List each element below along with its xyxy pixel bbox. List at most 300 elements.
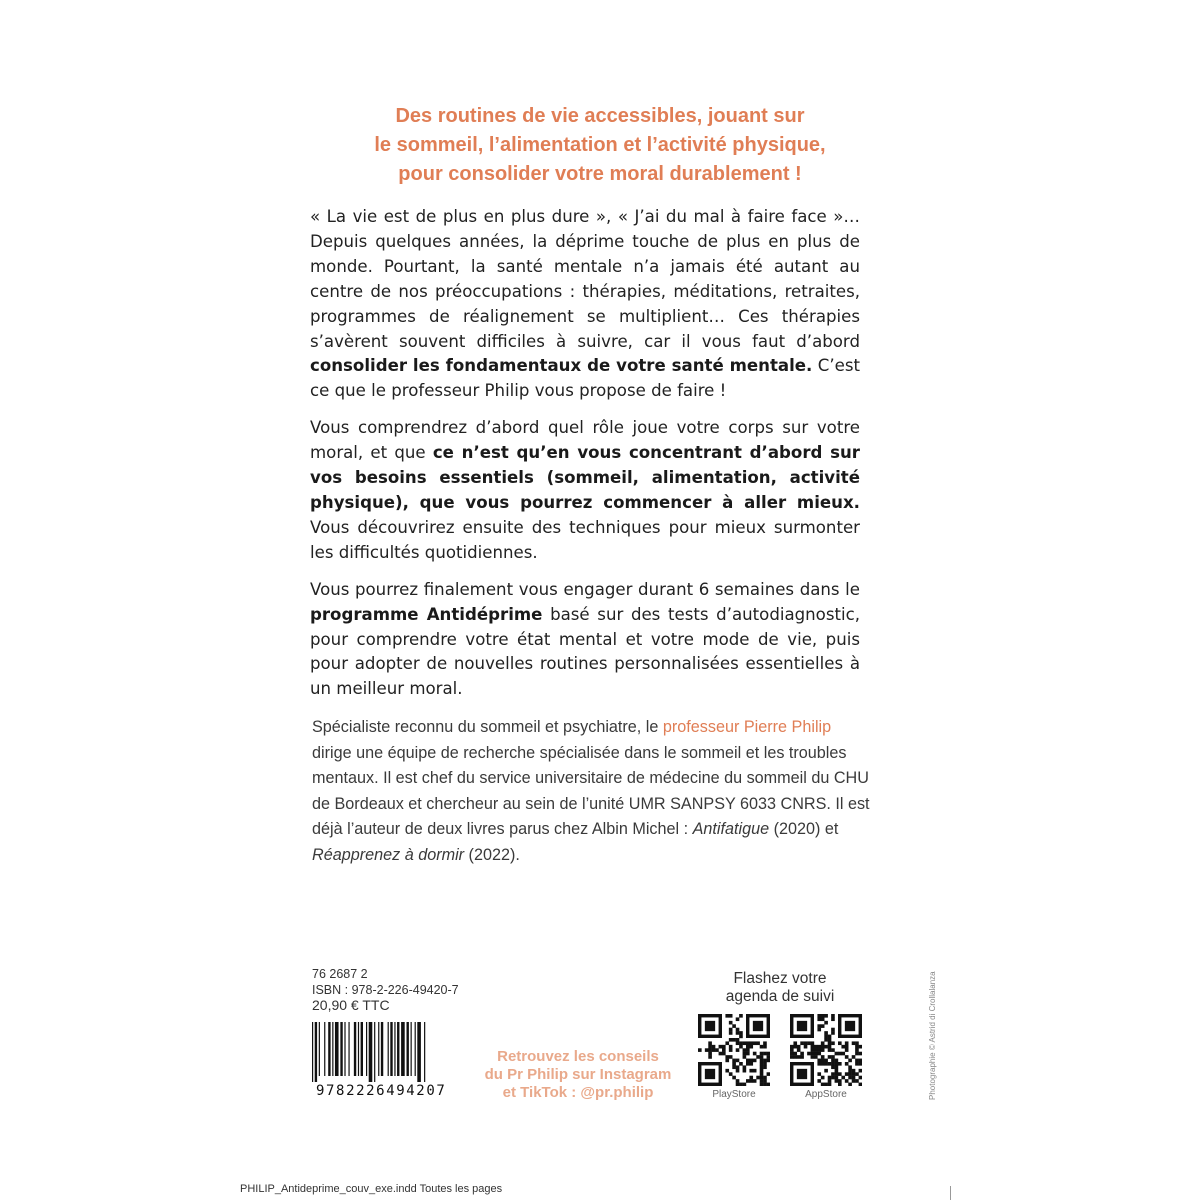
barcode-bar <box>411 1022 412 1076</box>
qr-module <box>729 1031 733 1035</box>
qr-module <box>814 1045 818 1049</box>
qr-module <box>708 1048 712 1052</box>
qr-module <box>725 1041 729 1045</box>
qr-module <box>763 1076 767 1080</box>
barcode-bar <box>374 1022 375 1082</box>
author-bio <box>312 715 872 869</box>
barcode-bar <box>401 1022 405 1076</box>
barcode-bar <box>361 1022 363 1076</box>
qr-module <box>743 1041 747 1045</box>
qr-module <box>729 1028 733 1032</box>
qr-module <box>756 1055 760 1059</box>
qr-module <box>831 1065 835 1069</box>
qr-module <box>807 1041 811 1045</box>
qr-module <box>753 1079 757 1083</box>
qr-module <box>746 1062 750 1066</box>
qr-module <box>852 1055 856 1059</box>
barcode-bar <box>366 1022 367 1076</box>
qr-module <box>739 1083 743 1086</box>
blurb-text: basé sur des tests d’autodiagnostic, pour comprendre votre état mental et votre mode de vie, puis pour adopter de nouvelles routines personnalisées essentielles à un meilleur moral. <box>310 604 860 699</box>
blurb-paragraph-2 <box>310 416 860 565</box>
qr-module <box>736 1017 740 1021</box>
qr-module <box>746 1041 750 1045</box>
qr-module <box>725 1069 729 1073</box>
qr-module <box>746 1052 750 1056</box>
qr-module <box>736 1059 740 1063</box>
social-line-2: du Pr Philip sur Instagram <box>484 1066 672 1083</box>
qr-module <box>831 1062 835 1066</box>
headline-line-3: pour consolider votre moral durablement ! <box>398 163 802 185</box>
qr-module <box>800 1052 804 1056</box>
qr-module <box>763 1059 767 1063</box>
qr-module <box>743 1069 747 1073</box>
qr-module <box>841 1045 845 1049</box>
qr-module <box>817 1028 821 1032</box>
qr-module <box>821 1083 825 1086</box>
qr-module <box>824 1069 828 1073</box>
qr-module <box>817 1014 821 1018</box>
qr-module <box>732 1062 736 1066</box>
qr-module <box>821 1041 825 1045</box>
qr-module <box>722 1045 726 1049</box>
qr-module <box>814 1055 818 1059</box>
qr-module <box>859 1059 862 1063</box>
qr-finder <box>797 1021 807 1031</box>
blurb <box>310 205 860 714</box>
blurb-bold: programme Antidéprime <box>310 604 543 624</box>
qr-module <box>817 1059 821 1063</box>
barcode-bars <box>310 1022 480 1082</box>
qr-module <box>821 1059 825 1063</box>
qr-module <box>715 1048 719 1052</box>
qr-module <box>732 1038 736 1042</box>
qr-module <box>708 1055 712 1059</box>
qr-module <box>817 1045 821 1049</box>
barcode-bar <box>354 1022 356 1076</box>
social-line-3: et TikTok : @pr.philip <box>502 1084 654 1101</box>
price: 20,90 € TTC <box>312 997 390 1013</box>
qr-module <box>719 1052 723 1056</box>
blurb-paragraph-1 <box>310 205 860 404</box>
qr-module <box>793 1045 797 1049</box>
qr-module <box>859 1062 862 1066</box>
qr-module <box>767 1072 770 1076</box>
qr-module <box>708 1045 712 1049</box>
qr-module <box>828 1062 832 1066</box>
blurb-text: Vous pourrez finalement vous engager durant 6 semaines dans le <box>310 579 860 599</box>
qr-module <box>824 1038 828 1042</box>
barcode-bar <box>358 1022 359 1076</box>
qr-module <box>811 1052 815 1056</box>
qr-finder <box>705 1021 715 1031</box>
qr-module <box>852 1072 856 1076</box>
qr-module <box>841 1052 845 1056</box>
qr-heading <box>700 970 860 1006</box>
qr-module <box>821 1048 825 1052</box>
qr-module <box>821 1055 825 1059</box>
blurb-paragraph-3 <box>310 578 860 703</box>
qr-module <box>824 1014 828 1018</box>
qr-module <box>746 1079 750 1083</box>
qr-module <box>767 1055 770 1059</box>
qr-module <box>855 1048 859 1052</box>
qr-module <box>712 1048 716 1052</box>
qr-module <box>753 1059 757 1063</box>
isbn-block <box>312 967 459 1014</box>
bio-text: (2020) et <box>769 820 839 839</box>
qr-module <box>841 1076 845 1080</box>
qr-module <box>821 1045 825 1049</box>
qr-module <box>767 1059 770 1063</box>
qr-module <box>729 1021 733 1025</box>
qr-module <box>828 1041 832 1045</box>
qr-module <box>712 1045 716 1049</box>
qr-module <box>831 1048 835 1052</box>
qr-module <box>828 1079 832 1083</box>
file-footer: PHILIP_Antideprime_couv_exe.indd Toutes les pages <box>240 1183 503 1195</box>
qr-module <box>814 1052 818 1056</box>
qr-module <box>753 1041 757 1045</box>
qr-module <box>763 1065 767 1069</box>
qr-module <box>859 1069 862 1073</box>
photo-credit: Photographie © Astrid di Crollalanza <box>928 971 937 1100</box>
qr-module <box>828 1083 832 1086</box>
qr-module <box>736 1069 740 1073</box>
qr-module <box>705 1048 709 1052</box>
qr-module <box>835 1069 839 1073</box>
qr-module <box>814 1048 818 1052</box>
qr-module <box>767 1052 770 1056</box>
qr-module <box>824 1045 828 1049</box>
qr-module <box>743 1055 747 1059</box>
qr-module <box>763 1062 767 1066</box>
qr-module <box>746 1048 750 1052</box>
qr-module <box>760 1069 764 1073</box>
qr-module <box>767 1083 770 1086</box>
qr-module <box>725 1055 729 1059</box>
qr-module <box>848 1065 852 1069</box>
qr-module <box>828 1055 832 1059</box>
qr-module <box>848 1069 852 1073</box>
qr-module <box>855 1052 859 1056</box>
qr-module <box>845 1072 849 1076</box>
qr-module <box>739 1041 743 1045</box>
qr-module <box>753 1069 757 1073</box>
qr-module <box>838 1072 842 1076</box>
qr-module <box>824 1059 828 1063</box>
blurb-text: « La vie est de plus en plus dure », « J’ai du mal à faire face »… Depuis quelques années, la déprime touche de plus en plus de monde. Pourtant, la santé mentale n’a jamais été autant au centre de nos préoccupations : thérapies, méditations, retraites, programmes de réalignement se multiplient… Ces thérapies s’avèrent souvent difficiles à suivre, car il vous faut d’abord <box>310 207 860 351</box>
qr-module <box>824 1021 828 1025</box>
qr-module <box>828 1076 832 1080</box>
barcode-bar <box>344 1022 345 1076</box>
qr-module <box>835 1059 839 1063</box>
qr-module <box>756 1041 760 1045</box>
barcode-bar <box>332 1022 333 1076</box>
qr-module <box>821 1017 825 1021</box>
qr-module <box>821 1076 825 1080</box>
blurb-text: Vous comprendrez d’abord quel rôle joue votre corps sur votre moral, et que <box>310 418 860 463</box>
qr-finder <box>753 1021 763 1031</box>
qr-module <box>760 1076 764 1080</box>
qr-module <box>749 1059 753 1063</box>
qr-module <box>831 1031 835 1035</box>
qr-module <box>855 1079 859 1083</box>
qr-module <box>859 1045 862 1049</box>
qr-module <box>739 1035 743 1039</box>
qr-module <box>811 1055 815 1059</box>
qr-module <box>838 1083 842 1086</box>
qr-module <box>760 1059 764 1063</box>
qr-module <box>831 1059 835 1063</box>
qr-module <box>852 1041 856 1045</box>
barcode-bar <box>369 1022 373 1082</box>
qr-module <box>763 1083 767 1086</box>
qr-module <box>855 1041 859 1045</box>
barcode-bar <box>381 1022 383 1076</box>
qr-module <box>831 1072 835 1076</box>
qr-module <box>793 1052 797 1056</box>
qr-finder <box>845 1021 855 1031</box>
qr-module <box>835 1076 839 1080</box>
qr-module <box>797 1055 801 1059</box>
qr-module <box>760 1062 764 1066</box>
book-title: Réapprenez à dormir <box>312 845 465 864</box>
qr-module <box>760 1079 764 1083</box>
qr-module <box>838 1052 842 1056</box>
qr-module <box>828 1038 832 1042</box>
qr-module <box>760 1083 764 1086</box>
qr-module <box>859 1076 862 1080</box>
barcode-bar <box>394 1022 395 1076</box>
qr-module <box>811 1045 815 1049</box>
qr-module <box>756 1076 760 1080</box>
headline-line-1: Des routines de vie accessibles, jouant sur <box>395 105 805 127</box>
qr-module <box>800 1041 804 1045</box>
qr-module <box>848 1059 852 1063</box>
blurb-bold: ce n’est qu’en vous concentrant d’abord sur vos besoins essentiels (sommeil, alimentation, activité physique), que vous pourrez commencer à aller mieux. <box>310 443 860 512</box>
book-title: Antifatigue <box>692 820 770 839</box>
qr-module <box>793 1041 797 1045</box>
qr-module <box>749 1069 753 1073</box>
qr-module <box>828 1048 832 1052</box>
qr-module <box>763 1045 767 1049</box>
qr-module <box>736 1079 740 1083</box>
qr-module <box>828 1045 832 1049</box>
qr-module <box>736 1048 740 1052</box>
qr-module <box>845 1079 849 1083</box>
qr-module <box>848 1076 852 1080</box>
qr-module <box>722 1048 726 1052</box>
qr-module <box>790 1055 794 1059</box>
qr-module <box>746 1059 750 1063</box>
blurb-text: Vous découvrirez ensuite des techniques pour mieux surmonter les difficultés quotidiennes. <box>310 517 860 562</box>
qr-module <box>729 1072 733 1076</box>
qr-module <box>845 1055 849 1059</box>
headline-line-2: le sommeil, l’alimentation et l’activité physique, <box>374 134 826 156</box>
barcode-bar <box>315 1022 317 1082</box>
barcode-bar <box>397 1022 399 1076</box>
author-name: professeur Pierre Philip <box>662 718 832 736</box>
appstore-label: AppStore <box>805 1089 847 1100</box>
qr-module <box>732 1059 736 1063</box>
qr-finder <box>797 1069 807 1079</box>
qr-module <box>722 1052 726 1056</box>
qr-module <box>743 1052 747 1056</box>
qr-module <box>804 1041 808 1045</box>
qr-module <box>736 1038 740 1042</box>
qr-module <box>831 1017 835 1021</box>
barcode-bar <box>324 1022 325 1076</box>
qr-module <box>736 1028 740 1032</box>
social-callout <box>478 1048 678 1102</box>
qr-module <box>763 1052 767 1056</box>
qr-module <box>725 1059 729 1063</box>
qr-module <box>743 1065 747 1069</box>
blurb-bold: consolider les fondamentaux de votre santé mentale. <box>310 356 813 376</box>
qr-module <box>845 1045 849 1049</box>
qr-module <box>835 1065 839 1069</box>
qr-module <box>831 1076 835 1080</box>
qr-module <box>821 1024 825 1028</box>
social-line-1: Retrouvez les conseils <box>497 1048 659 1065</box>
qr-module <box>824 1083 828 1086</box>
qr-module <box>845 1041 849 1045</box>
qr-module <box>763 1079 767 1083</box>
playstore-label: PlayStore <box>712 1089 756 1100</box>
qr-module <box>736 1031 740 1035</box>
qr-module <box>800 1055 804 1059</box>
qr-module <box>746 1045 750 1049</box>
qr-module <box>753 1052 757 1056</box>
barcode-bar <box>328 1022 330 1076</box>
qr-module <box>845 1062 849 1066</box>
qr-heading-line-2: agenda de suivi <box>725 988 835 1005</box>
qr-module <box>821 1014 825 1018</box>
qr-module <box>760 1072 764 1076</box>
qr-module <box>760 1052 764 1056</box>
qr-module <box>817 1079 821 1083</box>
qr-module <box>855 1062 859 1066</box>
barcode-bar <box>417 1022 421 1082</box>
qr-module <box>859 1052 862 1056</box>
qr-module <box>743 1083 747 1086</box>
qr-module <box>835 1079 839 1083</box>
qr-module <box>790 1048 794 1052</box>
barcode-bar <box>424 1022 425 1082</box>
blurb-text: C’est ce que le professeur Philip vous propose de faire ! <box>310 356 860 401</box>
qr-module <box>838 1062 842 1066</box>
qr-module <box>828 1035 832 1039</box>
qr-module <box>736 1041 740 1045</box>
qr-module <box>838 1079 842 1083</box>
qr-module <box>797 1045 801 1049</box>
qr-module <box>817 1024 821 1028</box>
barcode-bar <box>390 1022 392 1076</box>
barcode-bar <box>335 1022 339 1076</box>
qr-module <box>817 1052 821 1056</box>
qr-module <box>804 1045 808 1049</box>
qr-module <box>859 1083 862 1086</box>
qr-module <box>736 1065 740 1069</box>
qr-module <box>739 1045 743 1049</box>
qr-module <box>845 1048 849 1052</box>
barcode-bar <box>388 1022 389 1076</box>
qr-module <box>852 1079 856 1083</box>
qr-module <box>831 1041 835 1045</box>
qr-module <box>817 1017 821 1021</box>
bio-text: dirige une équipe de recherche spécialisée dans le sommeil et les troubles mentaux. Il est chef du service universitaire de médecine du sommeil du CHU de Bordeaux et chercheur au sein de l’unité UMR SANPSY 6033 CNRS. Il est déjà l’auteur de deux livres parus chez Albin Michel : <box>312 743 870 839</box>
qr-module <box>708 1052 712 1056</box>
bio-text: (2022). <box>464 845 520 864</box>
qr-module <box>729 1038 733 1042</box>
barcode-bar <box>312 1022 313 1082</box>
qr-module <box>821 1062 825 1066</box>
qr-module <box>760 1045 764 1049</box>
qr-module <box>719 1045 723 1049</box>
bio-text: Spécialiste reconnu du sommeil et psychiatre, le <box>312 718 663 736</box>
appstore-qr-code[interactable] <box>790 1014 862 1086</box>
qr-finder <box>705 1069 715 1079</box>
qr-module <box>760 1065 764 1069</box>
barcode-bar <box>319 1022 320 1076</box>
qr-module <box>749 1079 753 1083</box>
qr-module <box>793 1055 797 1059</box>
qr-module <box>736 1083 740 1086</box>
qr-module <box>739 1062 743 1066</box>
qr-module <box>729 1045 733 1049</box>
qr-module <box>749 1062 753 1066</box>
qr-module <box>807 1052 811 1056</box>
qr-module <box>848 1072 852 1076</box>
barcode-bar <box>378 1022 379 1076</box>
qr-module <box>855 1045 859 1049</box>
qr-module <box>852 1069 856 1073</box>
qr-module <box>732 1024 736 1028</box>
qr-module <box>729 1014 733 1018</box>
qr-module <box>732 1065 736 1069</box>
headline <box>300 102 900 189</box>
isbn-number: ISBN : 978-2-226-49420-7 <box>312 982 459 997</box>
qr-module <box>831 1055 835 1059</box>
qr-module <box>749 1045 753 1049</box>
qr-module <box>831 1028 835 1032</box>
qr-module <box>852 1076 856 1080</box>
qr-module <box>817 1072 821 1076</box>
qr-module <box>763 1041 767 1045</box>
barcode-bar <box>340 1022 342 1076</box>
qr-module <box>708 1041 712 1045</box>
qr-module <box>698 1048 702 1052</box>
qr-module <box>824 1062 828 1066</box>
qr-module <box>729 1055 733 1059</box>
qr-module <box>855 1072 859 1076</box>
playstore-qr-code[interactable] <box>698 1014 770 1086</box>
qr-module <box>729 1048 733 1052</box>
qr-module <box>760 1055 764 1059</box>
qr-module <box>835 1072 839 1076</box>
barcode-bar <box>348 1022 349 1076</box>
qr-module <box>739 1031 743 1035</box>
qr-module <box>749 1041 753 1045</box>
qr-module <box>831 1014 835 1018</box>
product-code: 76 2687 2 <box>312 967 368 981</box>
crop-mark <box>950 1186 951 1200</box>
qr-module <box>835 1052 839 1056</box>
qr-heading-line-1: Flashez votre <box>733 970 827 987</box>
barcode-digits: 9782226494207 <box>316 1083 447 1099</box>
barcode-bar <box>415 1022 416 1076</box>
barcode-bar <box>407 1022 409 1076</box>
